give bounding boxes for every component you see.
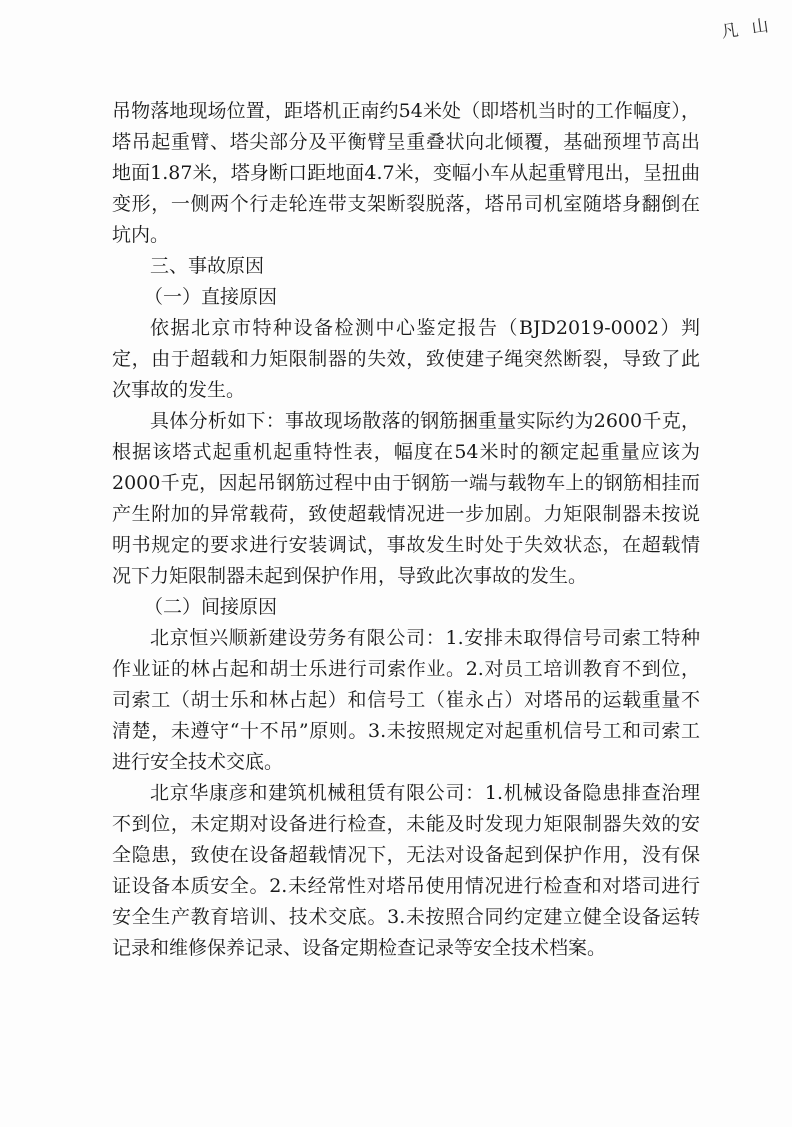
- section-heading-accident-causes: 三、事故原因: [150, 255, 265, 277]
- paragraph-leasing-company: 北京华康彦和建筑机械租赁有限公司：1.机械设备隐患排查治理不到位，未定期对设备进行检查，未能及时发现力矩限制器失效的安全隐患，致使在设备超载情况下，无法对设备起到保护作用，没有保证设备本质安全。2.未经常性对塔吊使用情况进行检查和对塔司进行安全生产教育培训、技术交底。3.未按照合同约定建立健全设备运转记录和维修保养记录、设备定期检查记录等安全技术档案。: [112, 782, 700, 959]
- handwritten-corner-mark: 凡 山: [719, 15, 774, 43]
- subsection-heading-indirect-cause: （二）间接原因: [144, 596, 278, 618]
- document-body: [112, 96, 700, 964]
- subsection-heading-direct-cause: （一）直接原因: [144, 286, 278, 308]
- paragraph-labor-company: 北京恒兴顺新建设劳务有限公司：1.安排未取得信号司索工特种作业证的林占起和胡士乐进行司索作业。2.对员工培训教育不到位，司索工（胡士乐和林占起）和信号工（崔永占）对塔吊的运载重量不清楚，未遵守“十不吊”原则。3.未按照规定对起重机信号工和司索工进行安全技术交底。: [112, 627, 700, 773]
- paragraph-scene-description: 吊物落地现场位置，距塔机正南约54米处（即塔机当时的工作幅度），塔吊起重臂、塔尖部分及平衡臂呈重叠状向北倾覆，基础预埋节高出地面1.87米，塔身断口距地面4.7米，变幅小车从起重臂甩出，呈扭曲变形，一侧两个行走轮连带支架断裂脱落，塔吊司机室随塔身翻倒在坑内。: [112, 100, 700, 246]
- paragraph-direct-cause: 依据北京市特种设备检测中心鉴定报告（BJD2019-0002）判定，由于超载和力矩限制器的失效，致使建子绳突然断裂，导致了此次事故的发生。: [112, 317, 700, 401]
- paragraph-detailed-analysis: 具体分析如下：事故现场散落的钢筋捆重量实际约为2600千克，根据该塔式起重机起重特性表，幅度在54米时的额定起重量应该为2000千克，因起吊钢筋过程中由于钢筋一端与载物车上的钢筋相挂而产生附加的异常载荷，致使超载情况进一步加剧。力矩限制器未按说明书规定的要求进行安装调试，事故发生时处于失效状态，在超载情况下力矩限制器未起到保护作用，导致此次事故的发生。: [112, 410, 700, 587]
